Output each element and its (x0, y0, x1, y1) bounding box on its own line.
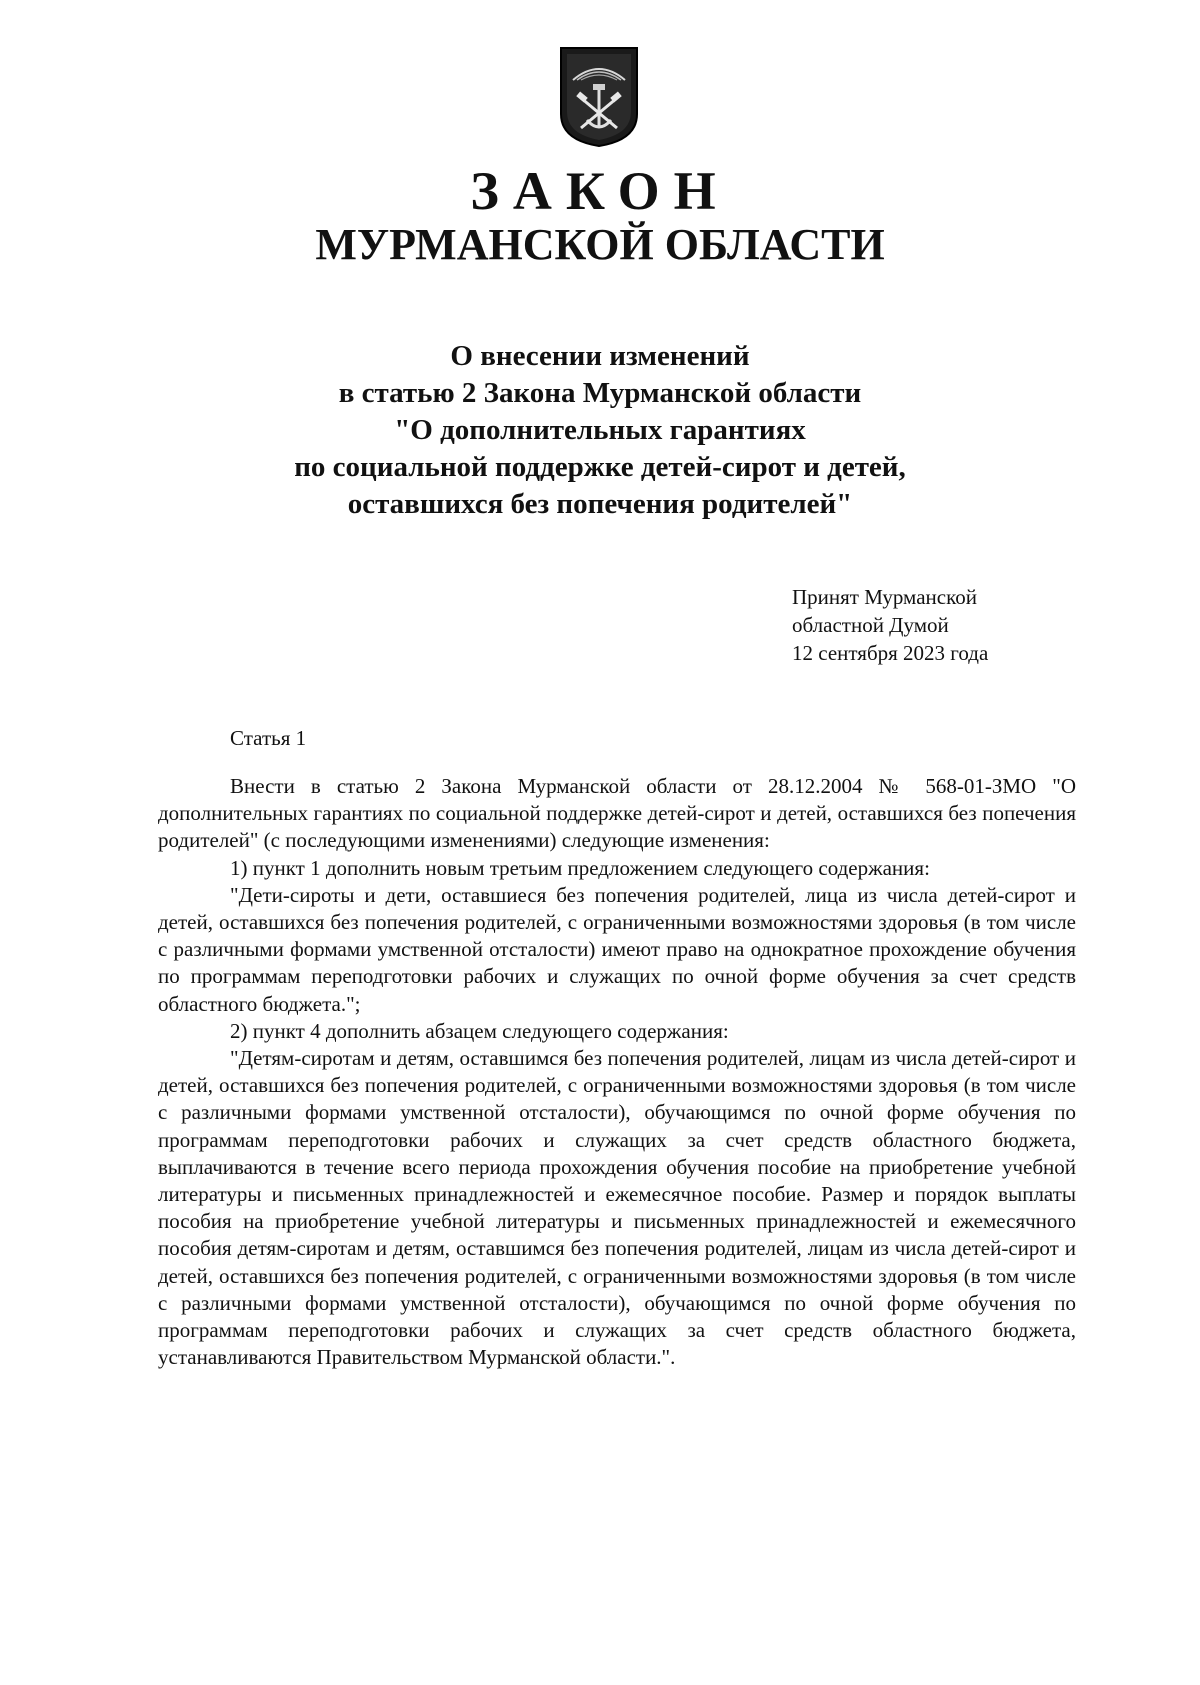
heading-line: О внесении изменений (450, 340, 750, 372)
heading-line: оставшихся без попечения родителей" (347, 488, 853, 520)
heading-line: в статью 2 Закона Мурманской области (338, 377, 862, 409)
paragraph: "Дети-сироты и дети, оставшиеся без попечения родителей, лица из числа детей-сирот и детей, оставшихся без попечения родителей, с ограниченными возможностями здоровья (в том числе с различными формами умственной отсталости) имеют право на однократное прохождение обучения по программам переподготовки рабочих и служащих по очной форме обучения за счет средств областного бюджета."; (158, 882, 1076, 1016)
article-label: Статья 1 (230, 726, 307, 750)
paragraph: "Детям-сиротам и детям, оставшимся без попечения родителей, лицам из числа детей-сирот и детей, оставшихся без попечения родителей, с ограниченными возможностями здоровья (в том числе с различными формами умственной отсталости), обучающимся по очной форме обучения по программам переподготовки рабочих и служащих за счет средств областного бюджета, выплачиваются в течение всего периода прохождения обучения пособие на приобретение учебной литературы и письменных принадлежностей и ежемесячное пособие. Размер и порядок выплаты пособия на приобретение учебной литературы и письменных принадлежностей и ежемесячного пособия детям-сиротам и детям, оставшимся без попечения родителей, лицам из числа детей-сирот и детей, оставшихся без попечения родителей, с ограниченными возможностями здоровья (в том числе с различными формами умственной отсталости), обучающимся по очной форме обучения по программам переподготовки рабочих и служащих за счет средств областного бюджета, устанавливаются Правительством Мурманской области.". (158, 1046, 1076, 1370)
heading-line: по социальной поддержке детей-сирот и детей, (294, 451, 906, 483)
heading-line: "О дополнительных гарантиях (394, 414, 806, 446)
law-title: ЗАКОН (470, 161, 730, 221)
adoption-line: областной Думой (792, 613, 949, 637)
law-heading (0, 338, 1200, 523)
paragraph: Внести в статью 2 Закона Мурманской области от 28.12.2004 № 568-01-ЗМО "О дополнительных гарантиях по социальной поддержке детей-сирот и детей, оставшихся без попечения родителей" (с последующими изменениями) следующие изменения: (158, 774, 1076, 853)
paragraph: 1) пункт 1 дополнить новым третьим предложением следующего содержания: (230, 855, 930, 880)
article-body (158, 773, 1076, 1371)
murmansk-coat-of-arms-icon (559, 44, 639, 148)
adoption-date: 12 сентября 2023 года (792, 641, 989, 665)
adoption-note (792, 583, 988, 667)
paragraph: 2) пункт 4 дополнить абзацем следующего содержания: (230, 1018, 729, 1043)
adoption-line: Принят Мурманской (792, 585, 977, 609)
law-region: МУРМАНСКОЙ ОБЛАСТИ (315, 220, 885, 269)
